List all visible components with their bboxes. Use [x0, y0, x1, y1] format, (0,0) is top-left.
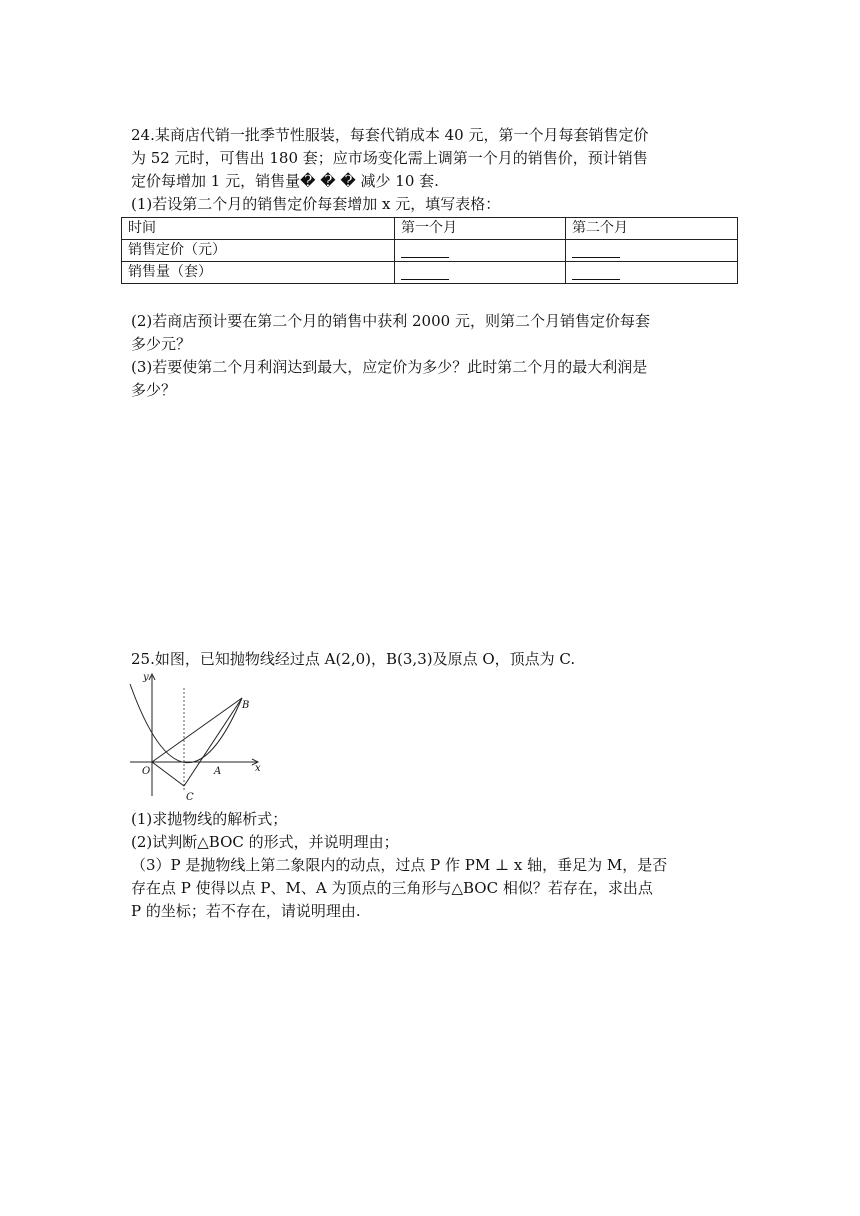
table-row [122, 240, 738, 262]
parabola-figure [126, 668, 266, 804]
table-header-month-2: 第二个月 [566, 218, 738, 240]
q25-intro-line: 25.如图，已知抛物线经过点 A(2,0)，B(3,3)及原点 O，顶点为 C. [131, 650, 576, 668]
q25-part-3-line-2: 存在点 P 使得以点 P、M、A 为顶点的三角形与△BOC 相似？若存在，求出点 [131, 879, 653, 897]
blank-volume-month-1[interactable] [395, 262, 566, 284]
q25-part-2: (2)试判断△BOC 的形式，并说明理由； [131, 833, 399, 851]
q25-part-1: (1)求抛物线的解析式； [131, 810, 288, 828]
table-row-label-price: 销售定价（元） [122, 240, 395, 262]
q24-part-2-line-2: 多少元？ [131, 335, 192, 353]
blank-price-month-1[interactable] [395, 240, 566, 262]
q25-part-3-line-3: P 的坐标；若不存在，请说明理由. [131, 902, 361, 920]
segment-ob [152, 698, 242, 762]
label-a: A [214, 766, 222, 777]
table-row [122, 262, 738, 284]
table-header-time: 时间 [122, 218, 395, 240]
q24-line-3: 定价每增加 1 元，销售量� � � 减少 10 套. [131, 172, 439, 190]
q24-stem [131, 124, 737, 216]
blank-price-month-2[interactable] [566, 240, 738, 262]
segment-oc [152, 762, 184, 786]
q24-line-2: 为 52 元时，可售出 180 套；应市场变化需上调第一个月的销售价，预计销售 [131, 149, 648, 167]
table-header-row [122, 218, 738, 240]
blank-volume-month-2[interactable] [566, 262, 738, 284]
label-y: y [143, 672, 149, 683]
table-row-label-volume: 销售量（套） [122, 262, 395, 284]
label-o: O [142, 766, 151, 777]
q25-part-3-line-1: （3）P 是抛物线上第二象限内的动点，过点 P 作 PM ⊥ x 轴，垂足为 M，是否 [131, 856, 668, 874]
q24-part-1: (1)若设第二个月的销售定价每套增加 x 元，填写表格： [131, 195, 501, 213]
q24-table [121, 217, 738, 284]
label-x: x [255, 763, 261, 774]
q24-line-1: 24.某商店代销一批季节性服装，每套代销成本 40 元，第一个月每套销售定价 [131, 126, 649, 144]
q24-part-2-line-1: (2)若商店预计要在第二个月的销售中获利 2000 元，则第二个月销售定价每套 [131, 312, 650, 330]
q25-parts [131, 808, 737, 923]
label-b: B [242, 700, 250, 711]
segment-cb [184, 698, 242, 786]
label-c: C [186, 792, 194, 803]
q24-part-3-line-1: (3)若要使第二个月利润达到最大，应定价为多少？此时第二个月的最大利润是 [131, 358, 648, 376]
table-header-month-1: 第一个月 [395, 218, 566, 240]
q24-parts [131, 310, 737, 402]
q24-part-3-line-2: 多少？ [131, 381, 177, 399]
